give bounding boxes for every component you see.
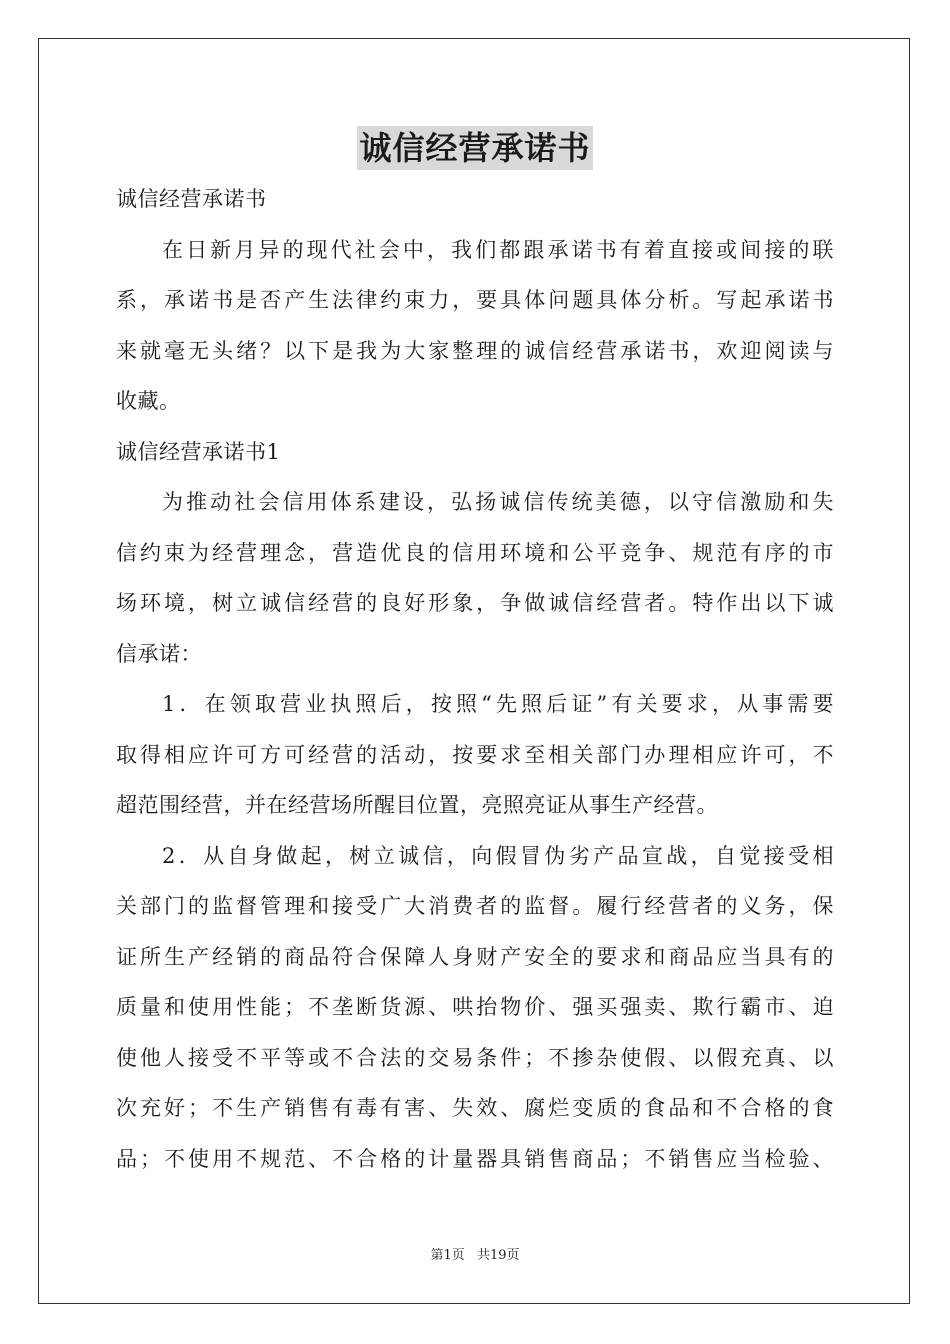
paragraph-line: 1．在领取营业执照后，按照“先照后证”有关要求，从事需要	[162, 692, 834, 716]
document-title: 诚信经营承诺书	[357, 126, 592, 170]
paragraph-line: 信承诺：	[116, 641, 202, 666]
paragraph-line: 来就毫无头绪？以下是我为大家整理的诚信经营承诺书，欢迎阅读与	[116, 338, 834, 363]
paragraph-line: 超范围经营，并在经营场所醒目位置，亮照亮证从事生产经营。	[116, 793, 718, 817]
paragraph-line: 信约束为经营理念，营造优良的信用环境和公平竞争、规范有序的市	[116, 540, 834, 565]
page-number: 第1页	[430, 1248, 465, 1263]
paragraph-line: 场环境，树立诚信经营的良好形象，争做诚信经营者。特作出以下诚	[116, 591, 834, 615]
subtitle-line: 诚信经营承诺书	[116, 187, 267, 211]
paragraph-line: 为推动社会信用体系建设，弘扬诚信传统美德，以守信激励和失	[162, 490, 834, 514]
paragraph-line: 使他人接受不平等或不合法的交易条件；不掺杂使假、以假充真、以	[116, 1045, 834, 1070]
paragraph-line: 品；不使用不规范、不合格的计量器具销售商品；不销售应当检验、	[116, 1146, 834, 1171]
paragraph-line: 关部门的监督管理和接受广大消费者的监督。履行经营者的义务，保	[116, 894, 834, 918]
paragraph-line: 2．从自身做起，树立诚信，向假冒伪劣产品宣战，自觉接受相	[162, 843, 834, 868]
page-footer	[0, 1247, 950, 1265]
paragraph-line: 证所生产经销的商品符合保障人身财产安全的要求和商品应当具有的	[116, 944, 834, 969]
paragraph-line: 取得相应许可方可经营的活动，按要求至相关部门办理相应许可，不	[116, 742, 834, 767]
paragraph-line: 在日新月异的现代社会中，我们都跟承诺书有着直接或间接的联	[162, 237, 834, 262]
section-heading: 诚信经营承诺书1	[116, 439, 281, 464]
document-body	[116, 174, 834, 1184]
paragraph-line: 质量和使用性能；不垄断货源、哄抬物价、强买强卖、欺行霸市、迫	[116, 995, 834, 1019]
page-total: 共19页	[476, 1248, 520, 1263]
paragraph-line: 系，承诺书是否产生法律约束力，要具体问题具体分析。写起承诺书	[116, 288, 834, 312]
title-container	[0, 126, 950, 170]
paragraph-line: 次充好；不生产销售有毒有害、失效、腐烂变质的食品和不合格的食	[116, 1096, 834, 1120]
paragraph-line: 收藏。	[116, 389, 181, 413]
